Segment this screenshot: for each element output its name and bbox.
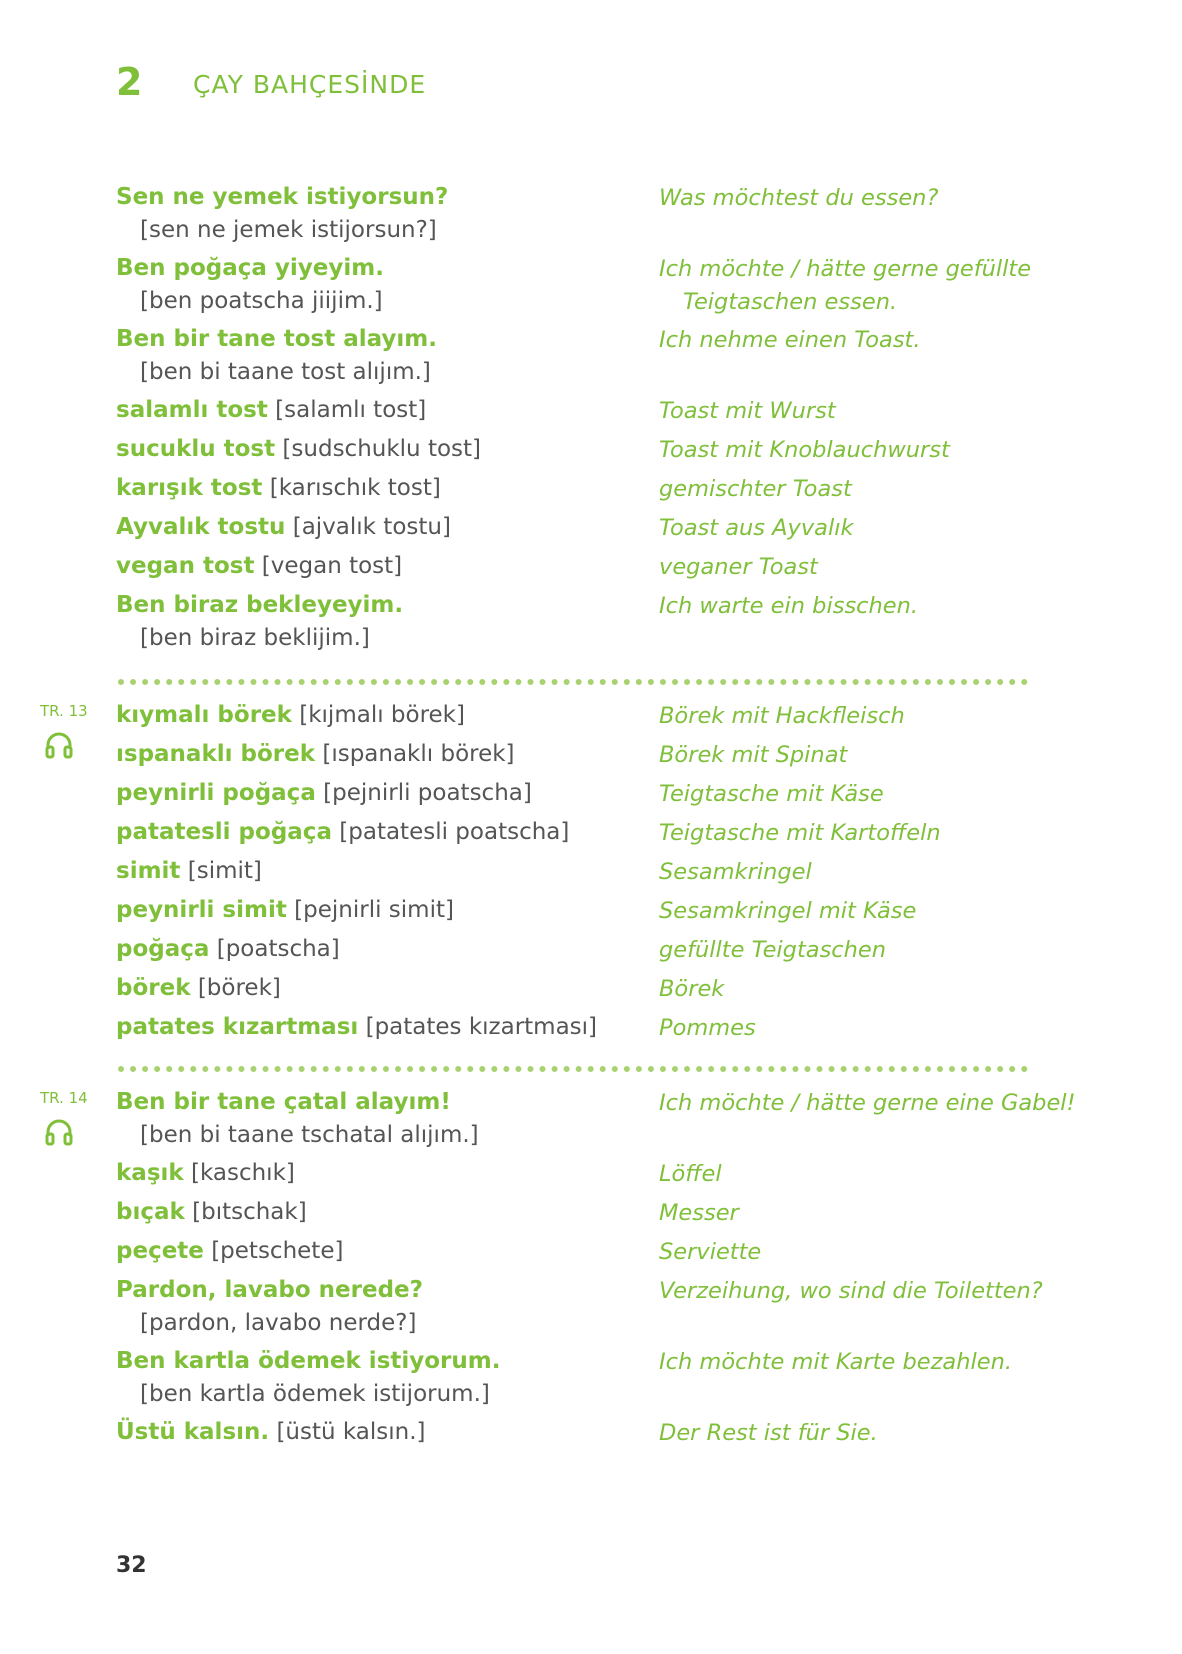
german-translation: veganer Toast: [659, 554, 818, 580]
pronunciation: [ıspanaklı börek]: [315, 741, 515, 767]
turkish-text: vegan tost: [116, 553, 255, 579]
german-translation: Teigtasche mit Käse: [659, 781, 884, 807]
headphones-icon: [44, 730, 74, 760]
headphones-icon: [44, 1117, 74, 1147]
german-translation: Ich warte ein bisschen.: [659, 593, 919, 619]
turkish-text: Ben poğaça yiyeyim.: [116, 255, 384, 281]
german-translation: Toast aus Ayvalık: [659, 515, 854, 541]
german-translation: Sesamkringel mit Käse: [659, 898, 917, 924]
turkish-phrase: [116, 975, 281, 1001]
german-translation: Ich möchte mit Karte bezahlen.: [659, 1349, 1012, 1375]
german-translation: Teigtaschen essen.: [683, 289, 898, 315]
turkish-text: karışık tost: [116, 475, 263, 501]
german-translation: Börek mit Spinat: [659, 742, 848, 768]
pronunciation: [kıjmalı börek]: [291, 702, 465, 728]
turkish-text: peynirli poğaça: [116, 780, 316, 806]
turkish-phrase: [116, 1160, 295, 1186]
turkish-phrase: [116, 1199, 307, 1225]
turkish-phrase: [116, 741, 515, 767]
turkish-text: bıçak: [116, 1199, 185, 1225]
pronunciation: [pardon, lavabo nerde?]: [140, 1310, 417, 1336]
turkish-phrase: [116, 858, 262, 884]
pronunciation: [sudschuklu tost]: [275, 436, 482, 462]
german-translation: Ich möchte / hätte gerne eine Gabel!: [659, 1090, 1076, 1116]
track-label: TR. 14: [40, 1089, 88, 1107]
pronunciation: [bıtschak]: [184, 1199, 307, 1225]
turkish-phrase: [116, 326, 437, 352]
turkish-phrase: [116, 592, 403, 618]
pronunciation: [ben bi taane tost alıjım.]: [140, 359, 431, 385]
turkish-text: patatesli poğaça: [116, 819, 332, 845]
pronunciation: [pejnirli simit]: [286, 897, 454, 923]
german-translation: Was möchtest du essen?: [659, 185, 939, 211]
pronunciation: [börek]: [190, 975, 281, 1001]
turkish-phrase: [116, 184, 448, 210]
turkish-phrase: [116, 514, 451, 540]
turkish-phrase: [116, 936, 340, 962]
turkish-phrase: [116, 780, 532, 806]
turkish-phrase: [116, 1419, 426, 1445]
turkish-text: simit: [116, 858, 181, 884]
turkish-text: ıspanaklı börek: [116, 741, 316, 767]
german-translation: Sesamkringel: [659, 859, 812, 885]
turkish-phrase: [116, 436, 481, 462]
dotted-divider: [118, 1066, 1028, 1072]
german-translation: Ich möchte / hätte gerne gefüllte: [659, 256, 1032, 282]
german-translation: Ich nehme einen Toast.: [659, 327, 921, 353]
turkish-phrase: [116, 1089, 451, 1115]
turkish-phrase: [116, 1238, 343, 1264]
turkish-text: Ben kartla ödemek istiyorum.: [116, 1348, 501, 1374]
turkish-phrase: [116, 1348, 500, 1374]
turkish-phrase: [116, 553, 402, 579]
german-translation: Serviette: [659, 1239, 762, 1265]
german-translation: gefüllte Teigtaschen: [659, 937, 887, 963]
turkish-text: patates kızartması: [116, 1014, 359, 1040]
pronunciation: [sen ne jemek istijorsun?]: [140, 217, 437, 243]
german-translation: Pommes: [659, 1015, 756, 1041]
turkish-text: Ben bir tane çatal alayım!: [116, 1089, 451, 1115]
pronunciation: [patatesli poatscha]: [331, 819, 570, 845]
pronunciation: [ben bi taane tschatal alıjım.]: [140, 1122, 479, 1148]
turkish-text: poğaça: [116, 936, 210, 962]
turkish-text: Ben bir tane tost alayım.: [116, 326, 437, 352]
german-translation: gemischter Toast: [659, 476, 852, 502]
turkish-text: Ayvalık tostu: [116, 514, 286, 540]
german-translation: Messer: [659, 1200, 739, 1226]
pronunciation: [vegan tost]: [254, 553, 403, 579]
turkish-text: Ben biraz bekleyeyim.: [116, 592, 404, 618]
german-translation: Verzeihung, wo sind die Toiletten?: [659, 1278, 1043, 1304]
german-translation: Toast mit Wurst: [659, 398, 836, 424]
pronunciation: [ben poatscha jiijim.]: [140, 288, 383, 314]
pronunciation: [üstü kalsın.]: [269, 1419, 426, 1445]
turkish-text: peynirli simit: [116, 897, 287, 923]
turkish-text: salamlı tost: [116, 397, 268, 423]
turkish-text: Pardon, lavabo nerede?: [116, 1277, 423, 1303]
pronunciation: [ben biraz beklijim.]: [140, 625, 370, 651]
turkish-text: börek: [116, 975, 191, 1001]
turkish-text: Üstü kalsın.: [116, 1419, 270, 1445]
turkish-phrase: [116, 397, 426, 423]
pronunciation: [ajvalık tostu]: [285, 514, 451, 540]
turkish-phrase: [116, 819, 569, 845]
turkish-text: kaşık: [116, 1160, 184, 1186]
pronunciation: [poatscha]: [209, 936, 340, 962]
pronunciation: [karıschık tost]: [262, 475, 441, 501]
pronunciation: [patates kızartması]: [358, 1014, 598, 1040]
turkish-phrase: [116, 475, 441, 501]
german-translation: Toast mit Knoblauchwurst: [659, 437, 950, 463]
pronunciation: [ben kartla ödemek istijorum.]: [140, 1381, 490, 1407]
turkish-phrase: [116, 255, 384, 281]
turkish-phrase: [116, 702, 465, 728]
german-translation: Börek: [659, 976, 725, 1002]
track-label: TR. 13: [40, 702, 88, 720]
pronunciation: [kaschık]: [183, 1160, 295, 1186]
german-translation: Börek mit Hackfleisch: [659, 703, 905, 729]
turkish-text: kıymalı börek: [116, 702, 292, 728]
turkish-phrase: [116, 1014, 597, 1040]
dotted-divider: [118, 679, 1028, 685]
turkish-text: sucuklu tost: [116, 436, 276, 462]
german-translation: Löffel: [659, 1161, 722, 1187]
pronunciation: [salamlı tost]: [267, 397, 427, 423]
turkish-phrase: [116, 1277, 423, 1303]
page-number: 32: [116, 1553, 147, 1578]
pronunciation: [pejnirli poatscha]: [315, 780, 532, 806]
turkish-phrase: [116, 897, 454, 923]
chapter-title: ÇAY BAHÇESİNDE: [193, 70, 427, 99]
pronunciation: [simit]: [180, 858, 262, 884]
chapter-number: 2: [116, 60, 143, 104]
german-translation: Teigtasche mit Kartoffeln: [659, 820, 941, 846]
turkish-text: peçete: [116, 1238, 204, 1264]
turkish-text: Sen ne yemek istiyorsun?: [116, 184, 449, 210]
german-translation: Der Rest ist für Sie.: [659, 1420, 878, 1446]
pronunciation: [petschete]: [203, 1238, 344, 1264]
